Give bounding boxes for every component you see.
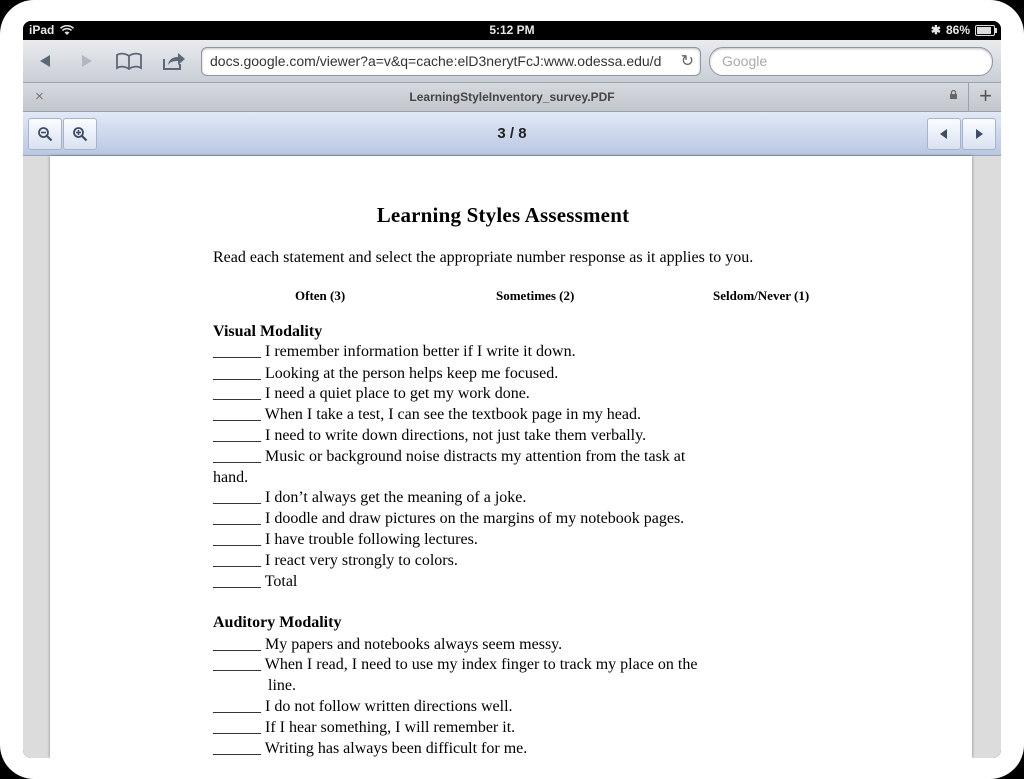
- search-placeholder: Google: [722, 53, 768, 69]
- list-item: ______ Looking at the person helps keep me focused.: [213, 365, 559, 382]
- list-item: ______ I react very strongly to colors.: [213, 552, 458, 569]
- list-item: ______ I don’t always get the meaning of a joke.: [213, 489, 527, 506]
- bookmarks-icon[interactable]: [115, 48, 143, 74]
- pdf-viewer-toolbar: [23, 112, 1001, 156]
- status-bar: [23, 21, 1001, 40]
- scale-often: Often (3): [295, 288, 346, 303]
- list-item: ______ I need a quiet place to get my work done.: [213, 385, 530, 402]
- next-page-button[interactable]: [962, 118, 996, 150]
- list-item: ______ When I read, I need to use my index finger to track my place on the: [213, 656, 698, 673]
- reload-icon[interactable]: ↻: [680, 53, 694, 70]
- battery-percent: 86%: [945, 23, 970, 37]
- scale-sometimes: Sometimes (2): [496, 288, 575, 303]
- list-item-continued: line.: [268, 677, 296, 694]
- list-item: ______ I remember information better if I write it down.: [213, 343, 576, 360]
- list-item: ______ I have trouble following lectures.: [213, 531, 478, 548]
- list-item: ______ Writing has always been difficult for me.: [213, 740, 528, 757]
- status-time: 5:12 PM: [489, 23, 535, 37]
- list-item: ______ I do not follow written directions well.: [213, 698, 513, 715]
- browser-toolbar: [23, 40, 1001, 83]
- list-item-continued: hand.: [213, 469, 249, 486]
- document-viewport[interactable]: [23, 156, 1001, 758]
- list-item: ______ My papers and notebooks always seem messy.: [213, 636, 563, 653]
- address-bar-text: docs.google.com/viewer?a=v&q=cache:elD3nerytFcJ:www.odessa.edu/d: [210, 53, 662, 69]
- share-icon[interactable]: [160, 48, 188, 74]
- document-intro: Read each statement and select the appropriate number response as it applies to you.: [213, 249, 754, 266]
- search-input[interactable]: [709, 47, 993, 76]
- list-item: ______ I need to write down directions, not just take them verbally.: [213, 427, 647, 444]
- document-title: Learning Styles Assessment: [376, 203, 630, 227]
- close-tab-icon[interactable]: ×: [35, 88, 44, 105]
- pdf-page: [50, 156, 972, 758]
- tab-bar: [23, 83, 1001, 112]
- section-heading-auditory: Auditory Modality: [213, 614, 342, 631]
- forward-icon[interactable]: [73, 48, 101, 74]
- battery-icon: [975, 25, 995, 36]
- list-item: ______ I doodle and draw pictures on the margins of my notebook pages.: [213, 510, 685, 527]
- list-item: ______ Music or background noise distracts my attention from the task at: [213, 448, 686, 465]
- address-bar[interactable]: [201, 47, 701, 76]
- page-indicator: 3 / 8: [497, 125, 527, 142]
- list-item: ______ If I hear something, I will remember it.: [213, 719, 516, 736]
- back-icon[interactable]: [31, 48, 59, 74]
- scale-seldom: Seldom/Never (1): [713, 288, 810, 303]
- section-heading-visual: Visual Modality: [213, 323, 323, 340]
- screen: [23, 21, 1001, 758]
- previous-page-button[interactable]: [927, 118, 961, 150]
- previous-page-icon: [938, 128, 950, 140]
- carrier-label: iPad: [29, 23, 55, 37]
- list-item-total: ______ Total: [213, 573, 298, 590]
- list-item: ______ When I take a test, I can see the textbook page in my head.: [213, 406, 642, 423]
- tab-title[interactable]: LearningStyleInventory_survey.PDF: [409, 90, 615, 104]
- lock-icon: [949, 90, 958, 99]
- bluetooth-icon: ✱: [930, 23, 941, 37]
- new-tab-button[interactable]: +: [968, 83, 1001, 111]
- next-page-icon: [973, 128, 985, 140]
